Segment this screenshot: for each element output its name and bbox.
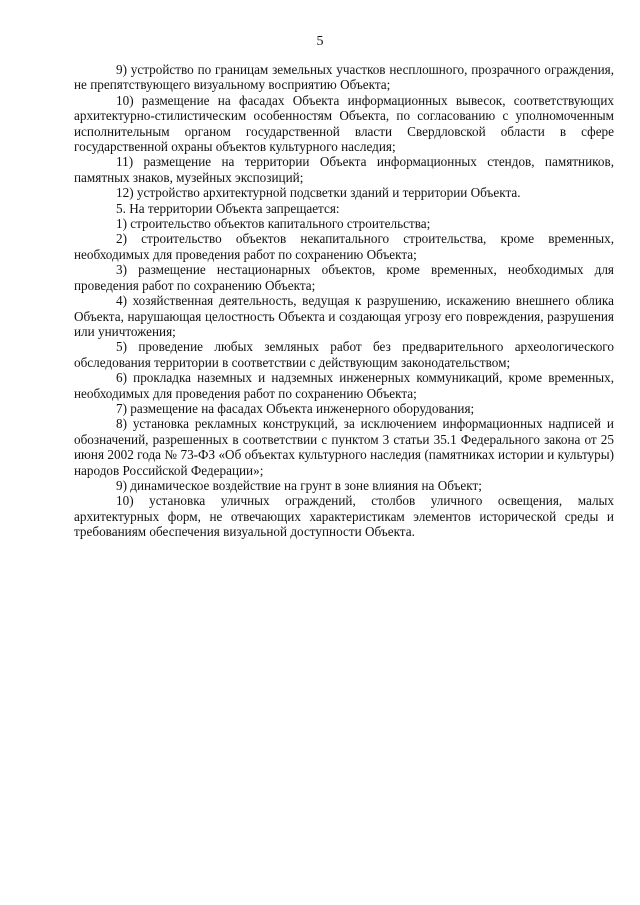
paragraph-item-11-stands: 11) размещение на территории Объекта информационных стендов, памятников, памятных знаков, музейных экспозиций; bbox=[74, 154, 614, 185]
prohibited-item-10: 10) установка уличных ограждений, столбов уличного освещения, малых архитектурных форм, не отвечающих характеристикам элементов исторической среды и требованиям обеспечения визуальной доступности Объекта. bbox=[74, 493, 614, 540]
paragraph-item-10-signs: 10) размещение на фасадах Объекта информационных вывесок, соответствующих архитектурно-стилистическим особенностям Объекта, по согласованию с уполномоченным исполнительным органом государственной власти Свердловской области в сфере государственной охраны объектов культурного наследия; bbox=[74, 92, 614, 155]
prohibited-item-2: 2) строительство объектов некапитального строительства, кроме временных, необходимых для проведения работ по сохранению Объекта; bbox=[74, 231, 614, 262]
document-body bbox=[74, 62, 614, 540]
prohibited-item-1: 1) строительство объектов капитального строительства; bbox=[116, 216, 431, 232]
prohibited-item-3: 3) размещение нестационарных объектов, кроме временных, необходимых для проведения работ по сохранению Объекта; bbox=[74, 262, 614, 293]
page-number: 5 bbox=[316, 34, 324, 49]
prohibited-item-8: 8) установка рекламных конструкций, за исключением информационных надписей и обозначений, разрешенных в соответствии с пунктом 3 статьи 35.1 Федерального закона от 25 июня 2002 года № 73-ФЗ «Об объектах культурного наследия (памятниках истории и культуры) народов Российской Федерации»; bbox=[74, 416, 614, 478]
paragraph-item-9-fence: 9) устройство по границам земельных участков несплошного, прозрачного ограждения, не препятствующего визуальному восприятию Объекта; bbox=[74, 62, 614, 93]
prohibited-item-7: 7) размещение на фасадах Объекта инженерного оборудования; bbox=[116, 400, 475, 416]
paragraph-item-12-lighting: 12) устройство архитектурной подсветки зданий и территории Объекта. bbox=[116, 185, 521, 201]
prohibited-item-6: 6) прокладка наземных и надземных инженерных коммуникаций, кроме временных, необходимых для проведения работ по сохранению Объекта; bbox=[74, 370, 614, 401]
section-heading-prohibited: 5. На территории Объекта запрещается: bbox=[116, 200, 340, 216]
prohibited-item-4: 4) хозяйственная деятельность, ведущая к разрушению, искажению внешнего облика Объекта, нарушающая целостность Объекта и создающая угрозу его повреждения, разрушения или уничтожения; bbox=[74, 293, 614, 339]
prohibited-item-9: 9) динамическое воздействие на грунт в зоне влияния на Объект; bbox=[116, 477, 482, 493]
prohibited-item-5: 5) проведение любых земляных работ без предварительного археологического обследования территории в соответствии с действующим законодательством; bbox=[74, 339, 614, 370]
